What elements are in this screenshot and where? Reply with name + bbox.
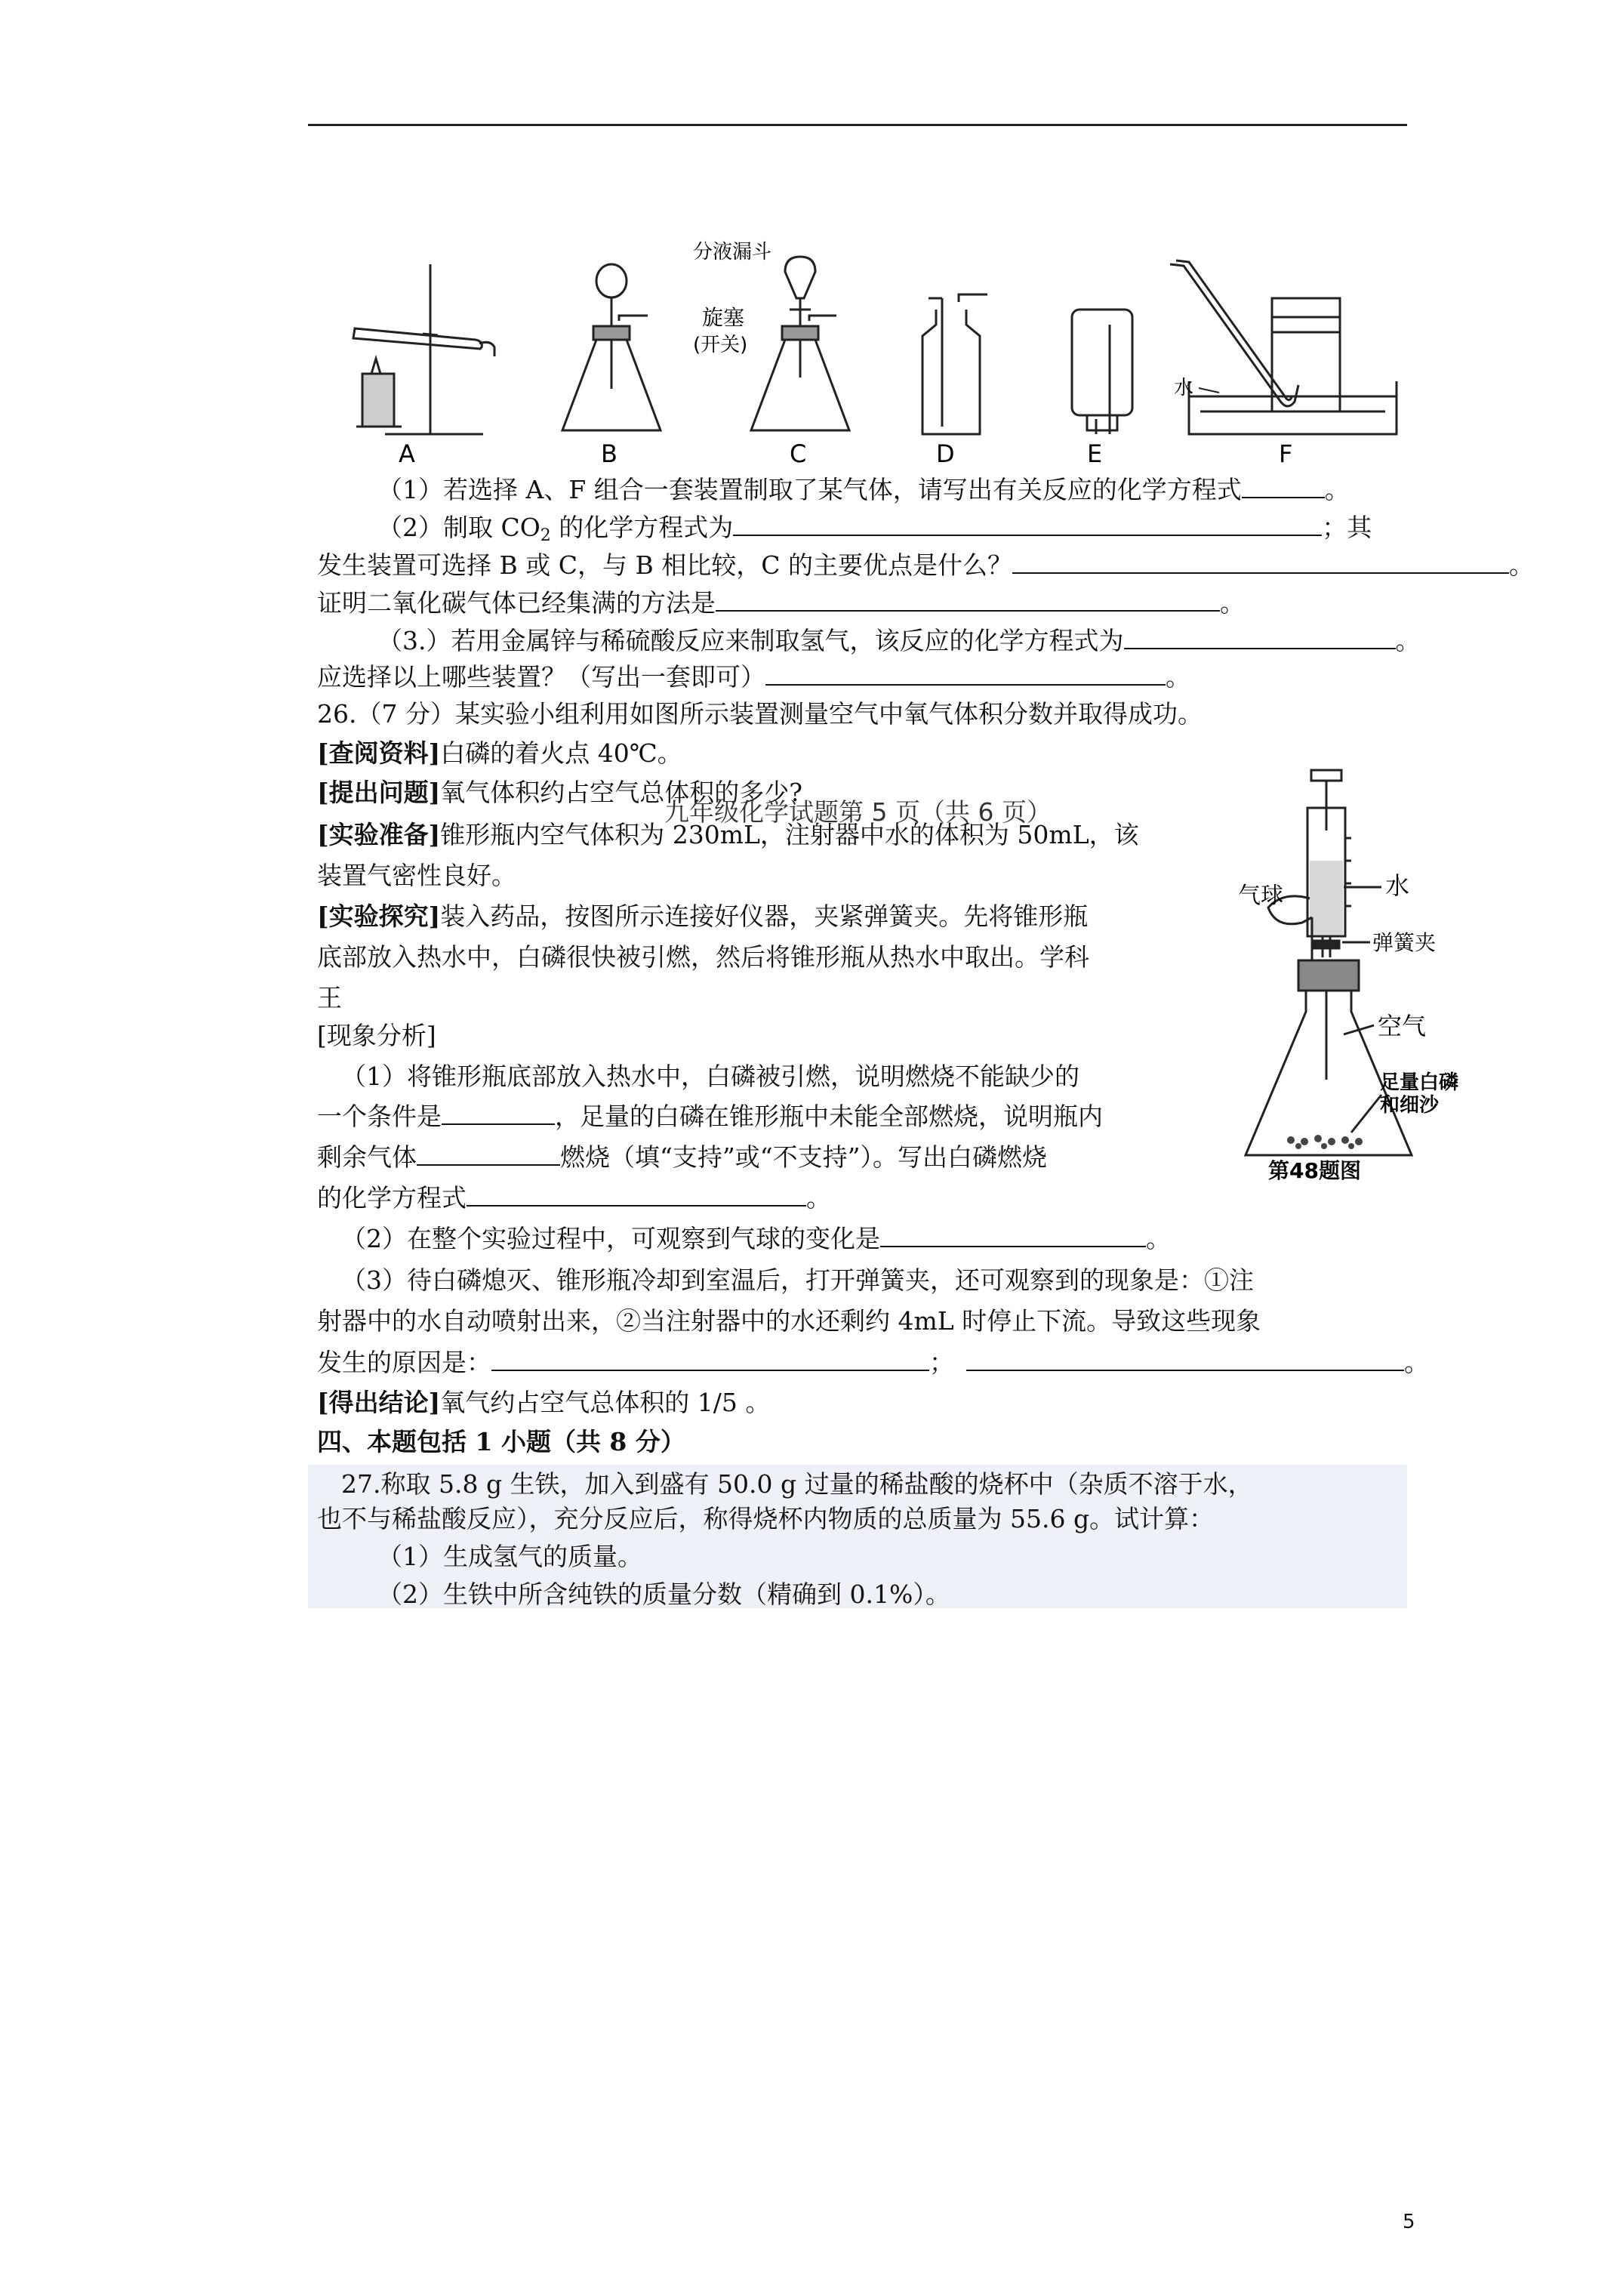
label-b: B	[601, 439, 617, 468]
q26-analysis-1b: 一个条件是 ，足量的白磷在锥形瓶中未能全部燃烧，说明瓶内	[317, 1102, 1103, 1131]
q26-reference: [查阅资料]白磷的着火点 40℃。	[317, 738, 682, 768]
q26-analysis-3b: 射器中的水自动喷射出来，②当注射器中的水还剩约 4mL 时停止下流。导致这些现象	[317, 1306, 1261, 1336]
apparatus-c	[751, 257, 849, 430]
q25-part3: （3.）若用金属锌与稀硫酸反应来制取氢气，该反应的化学方程式为 。	[377, 626, 1421, 655]
answer-blank[interactable]	[716, 587, 1220, 612]
header-rule	[308, 124, 1407, 126]
fig-air-label: 空气	[1378, 1012, 1427, 1040]
q25-part2-proof: 证明二氧化碳气体已经集满的方法是 。	[317, 588, 1245, 618]
q26-figure	[1238, 763, 1487, 1185]
q27-line-4: （2）生铁中所含纯铁的质量分数（精确到 0.1%）。	[377, 1579, 950, 1609]
q26-preparation: [实验准备]锥形瓶内空气体积为 230mL，注射器中水的体积为 50mL，该	[317, 820, 1139, 849]
answer-blank[interactable]	[491, 1347, 929, 1371]
label-e: E	[1087, 439, 1103, 468]
apparatus-f	[1170, 260, 1397, 434]
answer-blank[interactable]	[467, 1182, 806, 1207]
answer-blank[interactable]	[1012, 550, 1509, 574]
q26-exploration: [实验探究]装入药品，按图所示连接好仪器，夹紧弹簧夹。先将锥形瓶	[317, 901, 1089, 931]
q25-part3-apparatus: 应选择以上哪些装置？（写出一套即可） 。	[317, 662, 1190, 692]
answer-blank[interactable]	[765, 661, 1166, 686]
answer-blank[interactable]	[733, 512, 1322, 536]
fig-water-label: 水	[1385, 871, 1410, 900]
q26-exploration-3: 王	[317, 983, 342, 1012]
answer-blank[interactable]	[1124, 625, 1396, 649]
q26-preparation-2: 装置气密性良好。	[317, 861, 516, 890]
label-switch: (开关)	[693, 334, 748, 356]
label-water: 水	[1174, 377, 1194, 399]
q26-analysis-1d: 的化学方程式 。	[317, 1183, 831, 1213]
q26-conclusion: [得出结论]氧气约占空气总体积的 1/5 。	[317, 1388, 771, 1417]
answer-blank[interactable]	[442, 1101, 555, 1125]
q27-line-1: 27.称取 5.8 g 生铁，加入到盛有 50.0 g 过量的稀盐酸的烧杯中（杂质不溶于水，	[341, 1469, 1253, 1499]
label-funnel: 分液漏斗	[693, 241, 772, 264]
label-f: F	[1279, 439, 1293, 468]
apparatus-a	[353, 264, 494, 434]
q26-analysis-1c: 剩余气体 燃烧（填“支持”或“不支持”）。写出白磷燃烧	[317, 1142, 1047, 1172]
q26-exploration-2: 底部放入热水中，白磷很快被引燃，然后将锥形瓶从热水中取出。学科	[317, 942, 1089, 972]
apparatus-b	[562, 264, 661, 430]
q26-analysis-2: （2）在整个实验过程中，可观察到气球的变化是 。	[341, 1224, 1171, 1253]
section-4-heading: 四、本题包括 1 小题（共 8 分）	[317, 1427, 685, 1456]
q26-analysis-3: （3）待白磷熄灭、锥形瓶冷却到室温后，打开弹簧夹，还可观察到的现象是：①注	[341, 1265, 1254, 1295]
q26-analysis-1: （1）将锥形瓶底部放入热水中，白磷被引燃，说明燃烧不能缺少的	[341, 1062, 1079, 1091]
apparatus-d	[922, 294, 987, 434]
fig-caption: 第48题图	[1268, 1158, 1361, 1183]
q25-part2: （2）制取 $CO_2$ 的化学方程式为 ；其	[377, 513, 1372, 545]
q25-part1: （1）若选择 A、F 组合一套装置制取了某气体，请写出有关反应的化学方程式 。	[377, 475, 1350, 504]
fig-clamp-label: 弹簧夹	[1372, 930, 1437, 955]
page-number: 5	[1403, 2211, 1415, 2233]
fig-balloon-label: 气球	[1238, 883, 1283, 909]
answer-blank[interactable]	[880, 1223, 1146, 1247]
answer-blank[interactable]	[966, 1347, 1404, 1371]
answer-blank[interactable]	[417, 1142, 560, 1166]
q25-part2-advantage: 发生装置可选择 B 或 C，与 B 相比较，C 的主要优点是什么？ 。	[317, 550, 1534, 580]
q26-analysis-tag: [现象分析]	[317, 1021, 436, 1050]
label-c: C	[790, 439, 807, 468]
fig-phosphorus-label: 足量白磷	[1380, 1071, 1459, 1094]
label-d: D	[936, 439, 955, 468]
apparatus-figure	[332, 227, 1404, 468]
label-stopcock: 旋塞	[702, 305, 745, 330]
label-a: A	[399, 439, 415, 468]
q26-question: [提出问题]氧气体积约占空气总体积的多少?	[317, 778, 802, 807]
q27-line-3: （1）生成氢气的质量。	[377, 1542, 642, 1571]
q27-line-2: 也不与稀盐酸反应），充分反应后，称得烧杯内物质的总质量为 55.6 g。试计算：	[317, 1504, 1215, 1533]
q26-title: 26.（7 分）某实验小组利用如图所示装置测量空气中氧气体积分数并取得成功。	[317, 699, 1203, 729]
q26-analysis-3c: 发生的原因是： ； 。	[317, 1348, 1429, 1377]
apparatus-e	[1072, 310, 1132, 434]
page-footer-watermark: 九年级化学试题第 5 页（共 6 页）	[664, 797, 1052, 827]
fig-sand-label: 和细沙	[1380, 1094, 1440, 1117]
answer-blank[interactable]	[1242, 474, 1325, 498]
